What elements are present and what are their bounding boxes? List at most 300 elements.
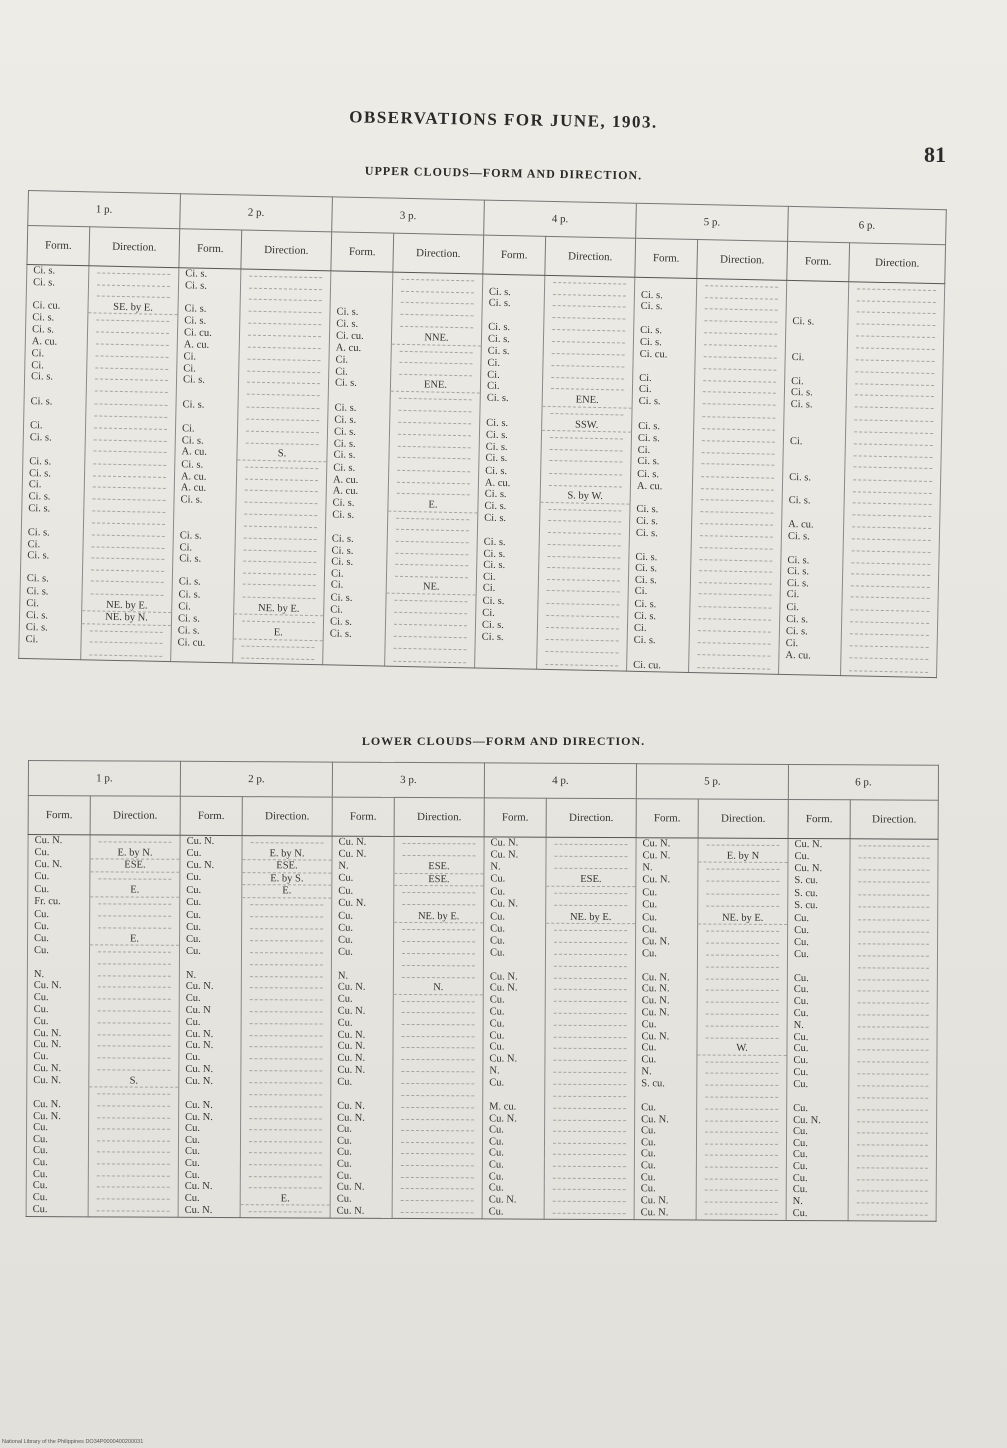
form-cell: Ci. [324,568,386,581]
form-cell [331,1089,393,1101]
form-cell: N. [786,1196,848,1208]
form-cell: Ci. [632,384,694,397]
form-cell: Cu. [26,1169,88,1181]
form-cell: Ci. s. [172,577,234,590]
form-cell: N. [179,969,241,981]
direction-cell: ESE. [90,859,180,872]
form-cell: Cu. [332,910,394,922]
direction-cell [697,984,787,997]
form-cell: Cu. [787,949,849,961]
hour-header: 4 p. [484,763,636,799]
direction-cell [89,1099,179,1111]
direction-cell [849,961,937,973]
form-cell: Cu. [332,934,394,946]
form-cell: A. cu. [326,474,388,487]
direction-cell [544,1148,634,1160]
form-cell: Cu. [482,1159,544,1171]
direction-cell: E. [242,885,332,898]
direction-column-header: Direction. [394,797,484,836]
form-cell: Cu. [180,897,242,909]
form-column-header: Form. [28,796,90,835]
form-cell: M. cu. [483,1101,545,1113]
direction-cell [89,980,179,993]
direction-cell [393,970,483,982]
direction-cell [849,1032,937,1044]
direction-cell [848,1161,936,1173]
form-cell: Ci. s. [323,629,385,642]
form-cell: Ci. [476,571,538,584]
form-cell: Ci. [173,542,235,555]
direction-column-header: Direction. [546,798,636,837]
form-cell: Ci. s. [784,399,846,412]
direction-cell [240,1158,330,1170]
form-column-header: Form. [331,232,394,272]
form-cell: Ci. [20,598,82,611]
form-cell: Cu. [180,885,242,898]
form-cell [19,646,81,659]
direction-cell: NE. by E. [82,599,172,613]
form-cell: Cu. N. [27,1027,89,1039]
form-cell: Ci. s. [479,441,541,454]
form-cell: Cu. N. [179,1076,241,1088]
form-cell: Ci. [476,607,538,620]
form-cell: Cu. N. [180,835,242,847]
form-cell: Cu. [332,922,394,934]
form-cell: Cu. [178,1169,240,1181]
direction-cell [89,969,179,981]
form-cell: Cu. [27,1016,89,1028]
direction-cell [848,1138,936,1150]
form-cell: Ci. s. [327,438,389,451]
direction-cell [394,898,484,911]
form-cell: A. cu. [174,482,236,495]
form-cell: Ci. s. [477,548,539,561]
form-cell: Ci. s. [330,306,392,319]
form-cell: Cu. [484,886,546,899]
form-cell: A. cu. [329,342,391,355]
form-cell: Ci. s. [22,503,84,516]
direction-column-header: Direction. [90,796,180,835]
form-cell: Ci. s. [634,301,696,314]
direction-cell [240,1147,330,1159]
direction-cell [696,1149,786,1161]
form-cell: Cu. [788,851,850,863]
form-cell: S. cu. [788,875,850,888]
form-cell: Cu. N. [27,1039,89,1051]
form-cell: Cu. N. [28,835,90,847]
direction-cell [392,1159,482,1171]
hour-header: 5 p. [636,203,789,241]
form-cell: Ci. s. [325,533,387,546]
form-cell: Cu. N. [28,859,90,872]
direction-cell [697,1031,787,1043]
form-cell: Cu. [331,946,393,958]
form-cell: Ci. [177,363,239,376]
form-cell: Cu. [787,1043,849,1055]
form-cell: Cu. [483,1018,545,1030]
direction-cell [545,1090,635,1103]
direction-cell [849,1079,937,1092]
form-cell: Ci. s. [475,619,537,633]
form-cell: Cu. N. [27,1111,89,1123]
direction-cell: NE. by E. [546,911,636,924]
form-cell: Cu. [178,1193,240,1205]
form-cell: Ci. s. [22,491,84,504]
direction-cell [241,993,331,1006]
direction-cell: E. [90,933,180,946]
form-cell: Cu. [786,1161,848,1173]
form-column-header: Form. [787,241,850,281]
direction-cell [849,1009,937,1021]
form-cell: A. cu. [478,477,540,490]
form-cell: N. [787,1020,849,1032]
direction-cell [849,1020,937,1032]
direction-cell [698,875,788,888]
form-cell: Ci. s. [173,553,235,566]
form-column-header: Form. [27,226,90,266]
form-cell: Ci. s. [327,450,389,463]
hour-header: 5 p. [636,764,788,800]
form-cell: Cu. [28,933,90,945]
form-cell: Ci. s. [24,371,86,384]
direction-cell [544,1137,634,1149]
direction-cell: SE. by E. [88,301,178,315]
direction-cell: ESE. [394,873,484,886]
direction-cell [89,1052,179,1065]
form-cell: Cu. N. [330,1182,392,1194]
form-cell: Cu. [635,1019,697,1031]
form-cell: N. [484,861,546,874]
hour-header: 1 p. [28,761,180,797]
direction-cell [545,995,635,1008]
form-cell: N. [483,1066,545,1078]
direction-cell [546,849,636,862]
form-cell: Cu. N. [636,936,698,948]
direction-cell [394,935,484,948]
direction-cell [697,1126,787,1138]
direction-cell [240,1135,330,1147]
form-cell: Cu. [482,1183,544,1195]
hour-header: 2 p. [180,761,332,797]
direction-cell [394,923,484,936]
form-cell: Cu. [26,1192,88,1204]
form-cell: Cu. [332,885,394,898]
form-cell: Ci. s. [631,456,693,469]
direction-cell [241,946,331,959]
form-cell: Cu. [27,1122,89,1134]
form-cell: Cu. N. [179,1064,241,1076]
direction-cell [849,1055,937,1068]
form-cell: Cu. [330,1135,392,1147]
form-cell: Ci. s. [20,573,82,586]
direction-cell [696,1195,786,1208]
form-cell: Cu. [634,1137,696,1149]
form-cell: Cu. [26,1145,88,1157]
direction-cell: S. by W. [540,490,630,504]
form-cell: Ci. s. [175,435,237,448]
form-cell: Cu. [787,1103,849,1115]
form-cell: Ci. s. [628,610,690,623]
form-cell: Ci. s. [627,635,689,648]
direction-column-header: Direction. [698,799,788,838]
direction-cell: E. by N. [242,848,332,861]
direction-cell [545,1102,635,1114]
form-cell: Ci. s. [780,613,842,626]
hour-header: 6 p. [788,206,947,244]
form-cell: Ci. s. [477,537,539,550]
form-cell: S. cu. [788,900,850,912]
form-cell: Ci. s. [782,495,844,508]
form-cell: Ci. cu. [171,638,233,651]
direction-cell [240,1205,330,1218]
direction-column-header: Direction. [241,230,332,271]
lower-clouds-table [26,760,939,1222]
form-cell: S. cu. [635,1078,697,1090]
hour-header-row [28,761,938,801]
form-cell: Ci. s. [21,527,83,540]
direction-cell [392,1194,482,1207]
form-cell: Cu. [27,1004,89,1016]
form-cell: Ci. s. [172,589,234,602]
direction-cell [546,861,636,874]
form-cell: Ci. [172,601,234,614]
direction-cell: E. [233,627,323,641]
form-cell: Cu. [26,1157,88,1169]
hour-header: 6 p. [788,764,938,800]
direction-cell [850,839,938,852]
direction-cell [392,1206,482,1219]
form-cell: Cu. [787,984,849,996]
form-cell: Ci. s. [780,578,842,591]
form-cell: Ci. s. [327,462,389,475]
direction-cell [394,836,484,849]
form-cell: Ci. cu. [26,300,88,313]
direction-cell: E. [90,884,180,897]
direction-cell [241,1040,331,1053]
form-cell: Cu. N. [635,1114,697,1126]
form-cell: Cu. N. [484,849,546,861]
direction-cell [89,957,179,969]
form-cell: Ci. s. [175,459,237,472]
direction-cell [545,1125,635,1137]
form-cell: Cu. N. [787,1115,849,1127]
form-cell: Cu. [180,872,242,885]
form-cell: Cu. [786,1173,848,1185]
form-cell: Cu. [787,996,849,1008]
form-cell: Cu. N. [179,1040,241,1052]
form-cell: Ci. s. [178,303,240,316]
form-cell: Cu. N. [180,859,242,872]
direction-cell [689,660,779,674]
direction-cell [850,888,938,901]
direction-cell: ESE. [242,860,332,873]
direction-column-header: Direction. [697,240,788,281]
form-cell [27,957,89,969]
form-cell: Cu. [484,935,546,947]
form-cell: Cu. [786,1184,848,1196]
direction-cell [698,887,788,900]
form-cell: Cu. N. [178,1181,240,1193]
form-cell: Cu. [482,1206,544,1219]
hour-header: 3 p. [332,197,485,235]
direction-cell: NE. [386,581,476,595]
footer-caption: National Library of the Philippines DO34P0000400200031 [2,1439,144,1445]
upper-clouds-title: UPPER CLOUDS—FORM AND DIRECTION. [364,163,643,183]
direction-cell: E. [240,1193,330,1206]
form-cell: Cu. [331,1124,393,1136]
form-cell: Cu. N. [788,863,850,876]
form-cell: Cu. [331,1076,393,1088]
form-cell [27,1087,89,1099]
form-cell [635,960,697,972]
direction-cell [850,851,938,864]
form-cell: Ci. s. [628,575,690,588]
form-cell: Cu. N. [636,850,698,862]
direction-cell [88,1192,178,1205]
form-cell: A. cu. [326,486,388,499]
direction-cell [697,960,787,972]
form-cell: Cu. N. [27,1063,89,1075]
direction-cell [848,1173,936,1185]
direction-cell [545,960,635,972]
direction-cell [697,972,787,984]
form-cell: Cu. [179,1123,241,1135]
form-cell: Cu. N. [331,1112,393,1124]
direction-cell [546,935,636,948]
direction-cell [90,835,180,848]
direction-cell [394,886,484,899]
form-column-header: Form. [484,798,546,837]
form-cell: Ci. [480,381,542,394]
form-cell: Cu. [787,1008,849,1020]
form-cell: Ci. cu. [177,327,239,340]
direction-cell [241,1017,331,1029]
form-cell: Ci. s. [24,395,86,408]
direction-cell [393,1124,483,1136]
direction-cell [546,837,636,850]
form-cell [779,662,841,675]
form-cell: Cu. [483,947,545,959]
form-cell: Cu. [635,1054,697,1066]
direction-cell [90,909,180,922]
form-cell: Ci. s. [176,399,238,412]
form-cell: Cu. N. [635,1007,697,1019]
direction-cell [849,997,937,1010]
direction-cell [89,1064,179,1076]
form-cell: Cu. [28,847,90,859]
direction-cell: N. [393,982,483,995]
form-cell: Fr. cu. [28,896,90,908]
form-cell: Ci. [25,360,87,373]
form-cell: Ci. s. [27,264,89,277]
form-cell: Ci. s. [482,286,544,299]
direction-cell [697,1078,787,1091]
form-cell: Ci. s. [325,557,387,570]
direction-cell [89,1005,179,1017]
form-cell: Cu. [634,1160,696,1172]
form-cell: Ci. s. [21,550,83,563]
direction-cell [545,1078,635,1091]
direction-cell [242,898,332,911]
direction-cell [696,1137,786,1149]
direction-cell [393,1053,483,1066]
direction-cell [241,1005,331,1017]
form-cell: Cu. N. [484,899,546,911]
form-cell: Cu. [180,847,242,859]
form-cell: Cu. [482,1148,544,1160]
direction-cell [233,651,323,665]
form-cell: Cu. [636,900,698,912]
form-cell: Cu. [786,1149,848,1161]
direction-cell: ENE. [542,394,632,408]
direction-cell [849,973,937,985]
form-cell: Cu. [180,921,242,933]
form-cell: Ci. s. [480,393,542,406]
form-cell: Cu. [178,1135,240,1147]
form-cell: Cu. [27,945,89,957]
form-cell: Ci. s. [325,545,387,558]
form-cell: Ci. [780,601,842,614]
form-column-header: Form. [332,797,394,836]
form-cell: Cu. N. [483,983,545,995]
direction-cell [544,1183,634,1195]
form-cell [179,1088,241,1100]
form-cell: Cu. [787,1067,849,1079]
form-cell: Ci. s. [173,530,235,543]
direction-column-header: Direction. [393,233,484,274]
direction-cell: ESE. [394,861,484,874]
direction-cell [393,1089,483,1102]
form-cell: Cu. [787,1126,849,1138]
form-cell: Cu. [180,909,242,921]
direction-cell [850,863,938,876]
form-cell: Ci. s. [326,498,388,511]
form-cell: Ci. [780,589,842,602]
form-cell: Cu. [787,1079,849,1091]
form-cell: Ci. s. [26,312,88,325]
form-cell: Ci. s. [323,616,385,630]
form-cell: Ci. [324,604,386,617]
direction-cell [88,1157,178,1169]
form-cell: A. cu. [177,339,239,352]
direction-cell [697,1103,787,1115]
direction-cell [242,934,332,947]
form-cell: Cu. [483,1077,545,1089]
form-cell: Cu. [484,874,546,887]
page-number: 81 [924,142,946,167]
direction-cell [696,1207,786,1220]
form-cell: A. cu. [630,480,692,493]
form-cell: Ci. s. [632,420,694,433]
direction-cell [545,1042,635,1055]
direction-cell [849,949,937,962]
form-cell: Cu. [26,1134,88,1146]
form-column-header: Form. [483,235,546,275]
form-cell: Cu. N. [331,1006,393,1018]
direction-cell [848,1185,936,1197]
direction-cell [88,1169,178,1181]
direction-cell [88,1204,178,1217]
form-cell: Cu. N. [179,1100,241,1112]
form-cell: Cu. N. [332,836,394,848]
direction-cell [696,1161,786,1173]
direction-cell [240,1181,330,1193]
form-cell: Cu. [28,921,90,933]
form-cell: Ci. s. [19,610,81,624]
direction-cell [393,1065,483,1077]
form-cell: Cu. N. [484,837,546,849]
direction-cell [545,1019,635,1031]
